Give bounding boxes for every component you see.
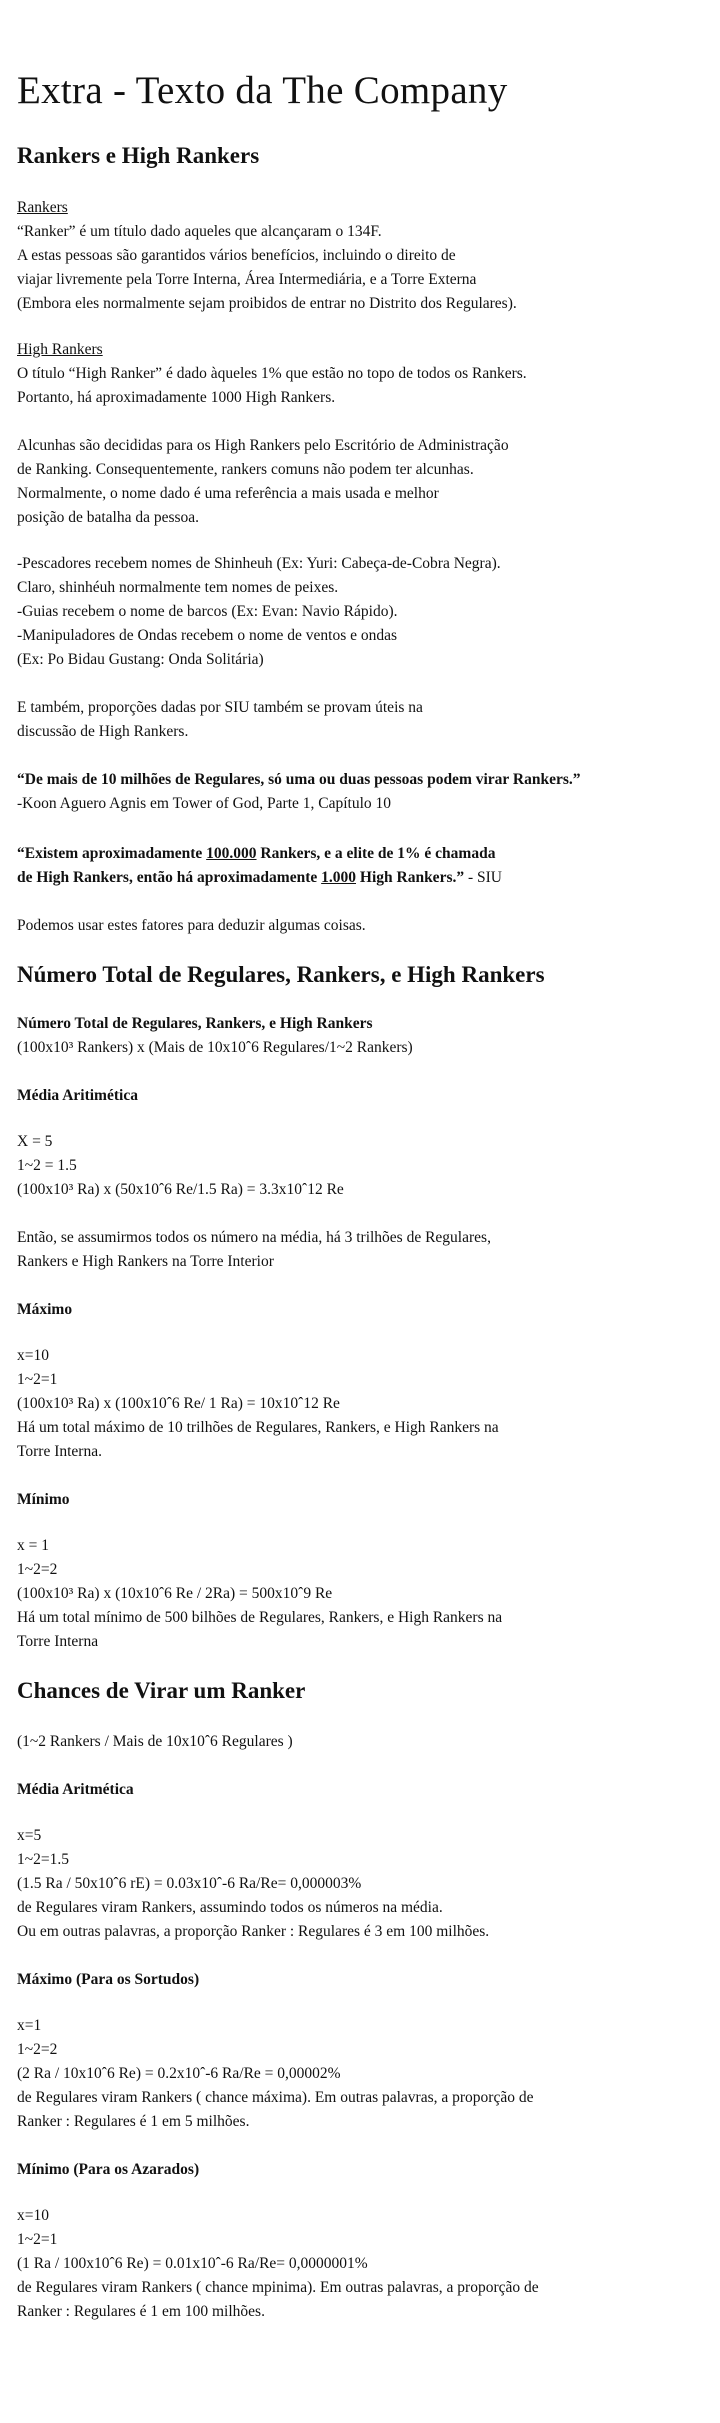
text-line: Ranker : Regulares é 1 em 5 milhões. [17, 2113, 250, 2130]
text-line: de Regulares viram Rankers ( chance máxima). Em outras palavras, a proporção de [17, 2089, 534, 2106]
max-label: Máximo [17, 1301, 73, 1318]
text-line: -Pescadores recebem nomes de Shinheuh (Ex: Yuri: Cabeça-de-Cobra Negra). [17, 555, 501, 572]
quote-siu-line1 [17, 846, 495, 862]
calc-line: X = 5 [17, 1133, 53, 1150]
calc-line: x=1 [17, 2017, 42, 2034]
min-label: Mínimo [17, 1491, 70, 1508]
calc-line: (100x10³ Ra) x (10x10ˆ6 Re / 2Ra) = 500x10ˆ9 Re [17, 1585, 333, 1602]
subheading: Número Total de Regulares, Rankers, e High Rankers [17, 1015, 373, 1032]
quote-koon-source: -Koon Aguero Agnis em Tower of God, Parte 1, Capítulo 10 [17, 795, 392, 812]
text-line: E também, proporções dadas por SIU também se provam úteis na [17, 699, 423, 716]
text-line: viajar livremente pela Torre Interna, Área Intermediária, e a Torre Externa [17, 271, 477, 288]
text-line: Ranker : Regulares é 1 em 100 milhões. [17, 2303, 265, 2320]
quote-text: High Rankers.” [356, 869, 465, 886]
text-line: discussão de High Rankers. [17, 723, 189, 740]
calc-line: (1.5 Ra / 50x10ˆ6 rE) = 0.03x10ˆ-6 Ra/Re= 0,000003% [17, 1875, 362, 1892]
text-line: (Embora eles normalmente sejam proibidos de entrar no Distrito dos Regulares). [17, 295, 517, 312]
text-line: A estas pessoas são garantidos vários benefícios, incluindo o direito de [17, 247, 456, 264]
text-line: Normalmente, o nome dado é uma referência a mais usada e melhor [17, 485, 439, 502]
section-heading-total: Número Total de Regulares, Rankers, e High Rankers [17, 962, 545, 987]
high-rankers-label: High Rankers [17, 341, 103, 358]
text-line: Podemos usar estes fatores para deduzir algumas coisas. [17, 917, 366, 934]
media-label: Média Aritimética [17, 1087, 138, 1104]
quote-number: 100.000 [206, 845, 257, 862]
quote-text: de High Rankers, então há aproximadamente [17, 869, 322, 886]
calc-line: 1~2=1.5 [17, 1851, 70, 1868]
min-label: Mínimo (Para os Azarados) [17, 2161, 200, 2178]
text-line: (Ex: Po Bidau Gustang: Onda Solitária) [17, 651, 264, 668]
calc-line: (100x10³ Ra) x (50x10ˆ6 Re/1.5 Ra) = 3.3x10ˆ12 Re [17, 1181, 344, 1198]
text-line: “Ranker” é um título dado aqueles que alcançaram o 134F. [17, 223, 382, 240]
text-line: posição de batalha da pessoa. [17, 509, 200, 526]
quote-source: - SIU [464, 869, 502, 886]
calc-line: 1~2=2 [17, 2041, 58, 2058]
quote-text: “Existem aproximadamente [17, 845, 207, 862]
text-line: Torre Interna [17, 1633, 99, 1650]
calc-line: 1~2=2 [17, 1561, 58, 1578]
text-line: de Regulares viram Rankers, assumindo todos os números na média. [17, 1899, 443, 1916]
quote-koon: “De mais de 10 milhões de Regulares, só uma ou duas pessoas podem virar Rankers.” [17, 771, 581, 788]
text-line: O título “High Ranker” é dado àqueles 1% que estão no topo de todos os Rankers. [17, 365, 527, 382]
quote-siu-line2 [17, 870, 502, 886]
calc-line: (100x10³ Ra) x (100x10ˆ6 Re/ 1 Ra) = 10x10ˆ12 Re [17, 1395, 340, 1412]
calc-line: x=10 [17, 1347, 49, 1364]
text-line: Alcunhas são decididas para os High Rankers pelo Escritório de Administração [17, 437, 509, 454]
formula: (1~2 Rankers / Mais de 10x10ˆ6 Regulares ) [17, 1733, 293, 1750]
calc-line: x=10 [17, 2207, 49, 2224]
page-title: Extra - Texto da The Company [17, 69, 508, 112]
text-line: Torre Interna. [17, 1443, 102, 1460]
text-line: Portanto, há aproximadamente 1000 High Rankers. [17, 389, 336, 406]
text-line: Há um total máximo de 10 trilhões de Regulares, Rankers, e High Rankers na [17, 1419, 499, 1436]
media-label: Média Aritmética [17, 1781, 134, 1798]
calc-line: 1~2=1 [17, 2231, 58, 2248]
text-line: Ou em outras palavras, a proporção Ranker : Regulares é 3 em 100 milhões. [17, 1923, 490, 1940]
calc-line: (1 Ra / 100x10ˆ6 Re) = 0.01x10ˆ-6 Ra/Re= 0,0000001% [17, 2255, 368, 2272]
calc-line: (2 Ra / 10x10ˆ6 Re) = 0.2x10ˆ-6 Ra/Re = 0,00002% [17, 2065, 341, 2082]
text-line: de Ranking. Consequentemente, rankers comuns não podem ter alcunhas. [17, 461, 474, 478]
calc-line: x = 1 [17, 1537, 49, 1554]
formula: (100x10³ Rankers) x (Mais de 10x10ˆ6 Regulares/1~2 Rankers) [17, 1039, 413, 1056]
text-line: Então, se assumirmos todos os número na média, há 3 trilhões de Regulares, [17, 1229, 491, 1246]
calc-line: 1~2 = 1.5 [17, 1157, 77, 1174]
text-line: -Guias recebem o nome de barcos (Ex: Evan: Navio Rápido). [17, 603, 398, 620]
calc-line: x=5 [17, 1827, 42, 1844]
section-heading-rankers: Rankers e High Rankers [17, 143, 260, 168]
text-line: Claro, shinhéuh normalmente tem nomes de peixes. [17, 579, 339, 596]
quote-text: Rankers, e a elite de 1% é chamada [256, 845, 496, 862]
calc-line: 1~2=1 [17, 1371, 58, 1388]
text-line: de Regulares viram Rankers ( chance mpinima). Em outras palavras, a proporção de [17, 2279, 539, 2296]
rankers-label: Rankers [17, 199, 68, 216]
text-line: Há um total mínimo de 500 bilhões de Regulares, Rankers, e High Rankers na [17, 1609, 503, 1626]
max-label: Máximo (Para os Sortudos) [17, 1971, 200, 1988]
section-heading-chances: Chances de Virar um Ranker [17, 1678, 306, 1703]
text-line: Rankers e High Rankers na Torre Interior [17, 1253, 274, 1270]
quote-number: 1.000 [321, 869, 357, 886]
text-line: -Manipuladores de Ondas recebem o nome de ventos e ondas [17, 627, 398, 644]
